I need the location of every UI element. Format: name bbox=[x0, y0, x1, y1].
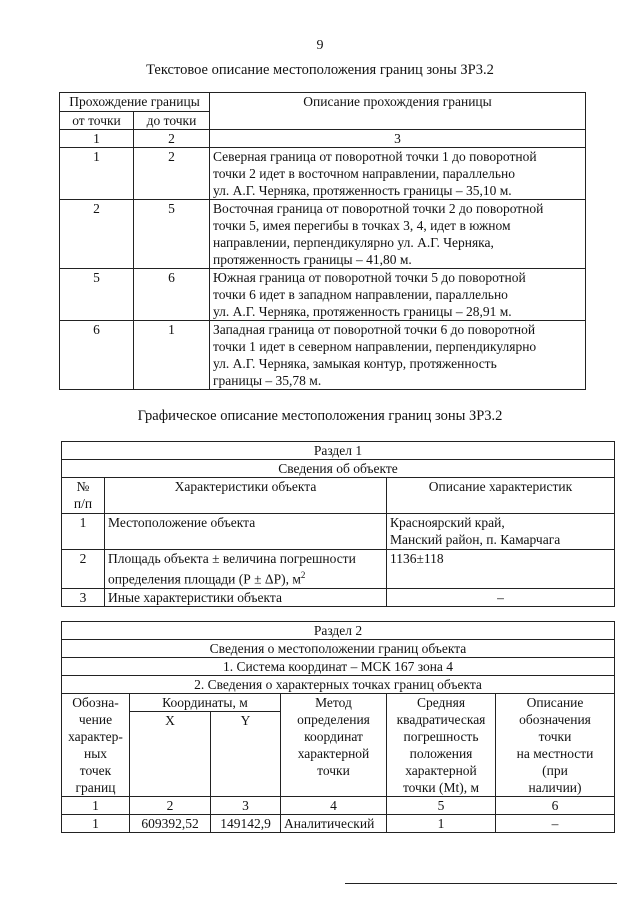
header-marking: Описание обозначения точки на местности (при наличии) bbox=[496, 694, 615, 797]
table-row bbox=[62, 588, 615, 606]
header-y: Y bbox=[211, 712, 281, 797]
header-designation: Обозна- чение характер- ных точек границ bbox=[62, 694, 130, 797]
header-x: X bbox=[130, 712, 211, 797]
row-num: 3 bbox=[62, 588, 105, 606]
row-num: 1 bbox=[62, 514, 105, 550]
row-to: 2 bbox=[134, 148, 210, 200]
graphic-description-title: Графическое описание местоположения границ зоны ЗР3.2 bbox=[137, 408, 503, 424]
coord-system: 1. Система координат – МСК 167 зона 4 bbox=[62, 658, 615, 676]
row-name: Местоположение объекта bbox=[105, 514, 387, 550]
header-description: Описание прохождения границы bbox=[210, 93, 586, 130]
col-number: 4 bbox=[281, 797, 387, 815]
text-description-title: Текстовое описание местоположения границ зоны ЗР3.2 bbox=[146, 62, 494, 78]
table-row bbox=[60, 321, 586, 390]
row-from: 6 bbox=[60, 321, 134, 390]
col-number: 2 bbox=[134, 130, 210, 148]
col-number: 2 bbox=[130, 797, 211, 815]
point-x: 609392,52 bbox=[130, 815, 211, 833]
row-text: Южная граница от поворотной точки 5 до поворотной точки 6 идет в западном направлении, параллельно ул. А.Г. Черняка, протяженность границы – 28,91 м. bbox=[210, 269, 586, 321]
header-num: № п/п bbox=[62, 478, 105, 514]
row-value: Красноярский край, Манский район, п. Камарчага bbox=[387, 514, 615, 550]
row-from: 1 bbox=[60, 148, 134, 200]
header-passage: Прохождение границы bbox=[60, 93, 210, 112]
boundary-text-table bbox=[59, 92, 586, 390]
footer-line bbox=[345, 883, 617, 884]
col-number: 1 bbox=[60, 130, 134, 148]
col-number: 6 bbox=[496, 797, 615, 815]
header-char-description: Описание характеристик bbox=[387, 478, 615, 514]
table-row bbox=[62, 514, 615, 550]
row-text: Западная граница от поворотной точки 6 до поворотной точки 1 идет в северном направлении, перпендикулярно ул. А.Г. Черняка, замыкая контур, протяженность границы – 35,78 м. bbox=[210, 321, 586, 390]
header-method: Метод определения координат характерной точки bbox=[281, 694, 387, 797]
row-text: Восточная граница от поворотной точки 2 до поворотной точки 5, имея перегибы в точках 3, 4, идет в южном направлении, перпендикулярно ул. А.Г. Черняка, протяженность границы – 41,80 м. bbox=[210, 200, 586, 269]
header-characteristics: Характеристики объекта bbox=[105, 478, 387, 514]
table-row bbox=[60, 269, 586, 321]
table-row bbox=[62, 815, 615, 833]
header-to: до точки bbox=[134, 112, 210, 130]
point-marking: – bbox=[496, 815, 615, 833]
points-title: 2. Сведения о характерных точках границ объекта bbox=[62, 676, 615, 694]
row-from: 5 bbox=[60, 269, 134, 321]
section2-title: Раздел 2 bbox=[62, 622, 615, 640]
section1-table bbox=[61, 441, 615, 607]
section2-table bbox=[61, 621, 615, 833]
row-name-area bbox=[105, 550, 387, 589]
header-coords: Координаты, м bbox=[130, 694, 281, 712]
section1-title: Раздел 1 bbox=[62, 442, 615, 460]
row-num: 2 bbox=[62, 550, 105, 589]
row-to: 5 bbox=[134, 200, 210, 269]
row-name-text: Площадь объекта ± величина погрешности определения площади (Р ± ΔР), м bbox=[108, 551, 356, 587]
point-method: Аналитический bbox=[281, 815, 387, 833]
row-value: 1136±118 bbox=[387, 550, 615, 589]
point-y: 149142,9 bbox=[211, 815, 281, 833]
col-number: 3 bbox=[210, 130, 586, 148]
col-number: 5 bbox=[387, 797, 496, 815]
row-to: 6 bbox=[134, 269, 210, 321]
row-from: 2 bbox=[60, 200, 134, 269]
row-text: Северная граница от поворотной точки 1 до поворотной точки 2 идет в восточном направлении, параллельно ул. А.Г. Черняка, протяженность границы – 35,10 м. bbox=[210, 148, 586, 200]
table-row bbox=[60, 148, 586, 200]
table-row bbox=[60, 200, 586, 269]
row-name: Иные характеристики объекта bbox=[105, 588, 387, 606]
page-number: 9 bbox=[316, 38, 324, 53]
row-value: – bbox=[387, 588, 615, 606]
point-rms: 1 bbox=[387, 815, 496, 833]
col-number: 1 bbox=[62, 797, 130, 815]
section2-subtitle: Сведения о местоположении границ объекта bbox=[62, 640, 615, 658]
row-to: 1 bbox=[134, 321, 210, 390]
section1-subtitle: Сведения об объекте bbox=[62, 460, 615, 478]
header-rms: Средняя квадратическая погрешность положения характерной точки (Mt), м bbox=[387, 694, 496, 797]
row-name-sup: 2 bbox=[300, 570, 306, 580]
col-number: 3 bbox=[211, 797, 281, 815]
point-id: 1 bbox=[62, 815, 130, 833]
header-from: от точки bbox=[60, 112, 134, 130]
table-row bbox=[62, 550, 615, 589]
